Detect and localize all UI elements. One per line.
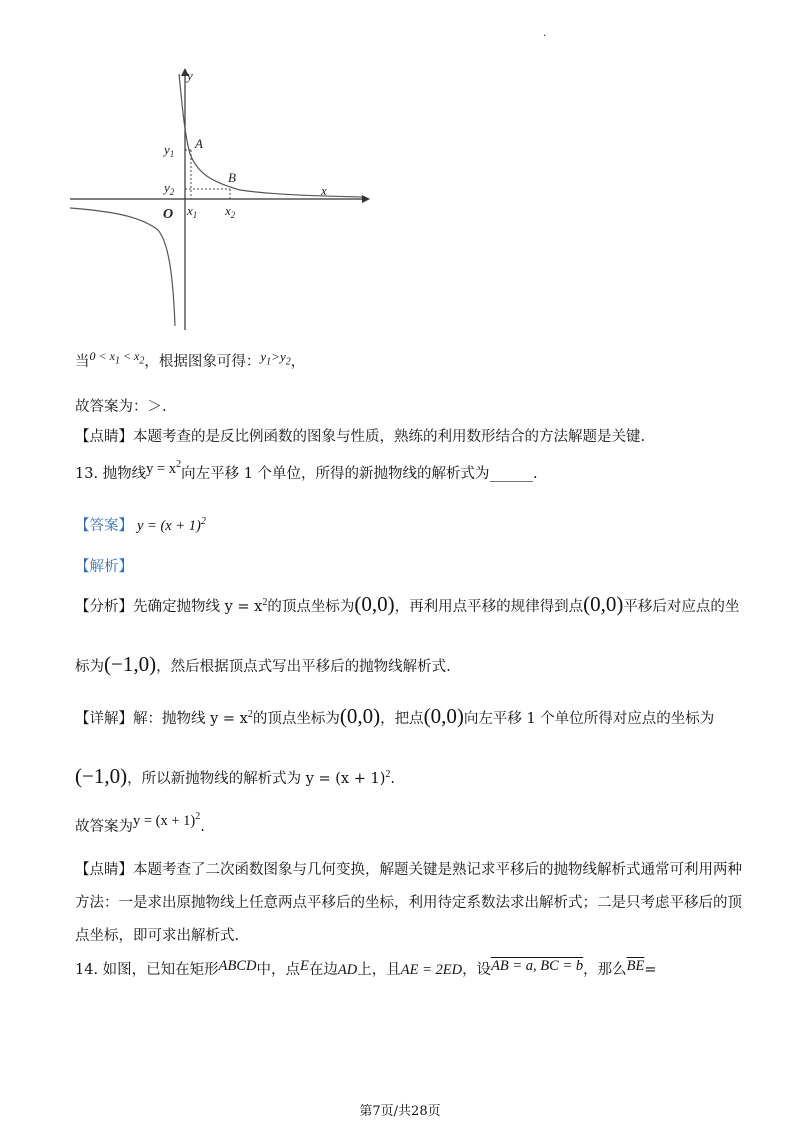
dianjing-13-line-2: 方法：一是求出原抛物线上任意两点平移后的坐标，利用待定系数法求出解析式；二是只考虑平移后的顶 [75, 895, 742, 911]
point-a-label: A [195, 136, 203, 151]
answer-13-final: 故答案为$y = (x + 1)^2$. [75, 811, 205, 835]
upper-branch-curve [179, 74, 362, 197]
axis-y-label: y [187, 68, 193, 83]
hyperbola-svg [70, 62, 370, 332]
dianjing-13-line-1: 【点睛】本题考查了二次函数图象与几何变换，解题关键是熟记求平移后的抛物线解析式通常可利用两种 [75, 862, 742, 878]
y1-label: $y_1$ [164, 142, 175, 159]
question-13: 13. 抛物线$y = x^2$向左平移 1 个单位，所得的新抛物线的解析式为______. [75, 459, 538, 482]
fenxi-line-1: 【分析】先确定抛物线 $y = x^2$的顶点坐标为(0,0)，再利用点平移的规律得到点(0,0)平移后对应点的坐 [75, 592, 740, 616]
x2-label: $x_2$ [225, 203, 236, 220]
dianjing-13-line-3: 点坐标，即可求出解析式. [75, 928, 240, 944]
x1-label: $x_1$ [187, 203, 198, 220]
top-dot: . [543, 28, 547, 39]
answer-12: 故答案为：＞. [75, 399, 167, 415]
dianjing-12: 【点睛】本题考查的是反比例函数的图象与性质，熟练的利用数形结合的方法解题是关键. [75, 429, 646, 445]
origin-label: O [163, 207, 174, 222]
page-footer: 第7页/共28页 [359, 1104, 441, 1119]
lower-branch-curve [70, 208, 175, 326]
question-14: 14. 如图，已知在矩形ABCD中，点E在边AD上，且AE = 2ED，设AB = a, BC = b，那么$\overline{BE}=$ [75, 958, 657, 978]
point-b-label: B [228, 170, 236, 185]
y2-label: $y_2$ [164, 180, 175, 197]
xiangjie-line-1: 【详解】解：抛物线 $y = x^2$的顶点坐标为(0,0)，把点(0,0)向左平移 1 个单位所得对应点的坐标为 [75, 704, 715, 728]
analysis-tag: 【解析】 [75, 559, 133, 575]
function-graph-figure [70, 62, 370, 332]
axis-x-label: x [321, 183, 327, 198]
answer-13: 【答案】 $y = (x + 1)^2$ [75, 516, 206, 534]
conclusion-line: 当$^{0 < x_1 < x_2}$，根据图象可得：$y_1>y_2$， [75, 349, 306, 370]
xiangjie-line-2: (−1,0)，所以新抛物线的解析式为 $y = (x + 1)^2$. [75, 764, 395, 788]
fenxi-line-2: 标为(−1,0)，然后根据顶点式写出平移后的抛物线解析式. [75, 652, 451, 676]
x-axis-arrow [362, 195, 370, 203]
